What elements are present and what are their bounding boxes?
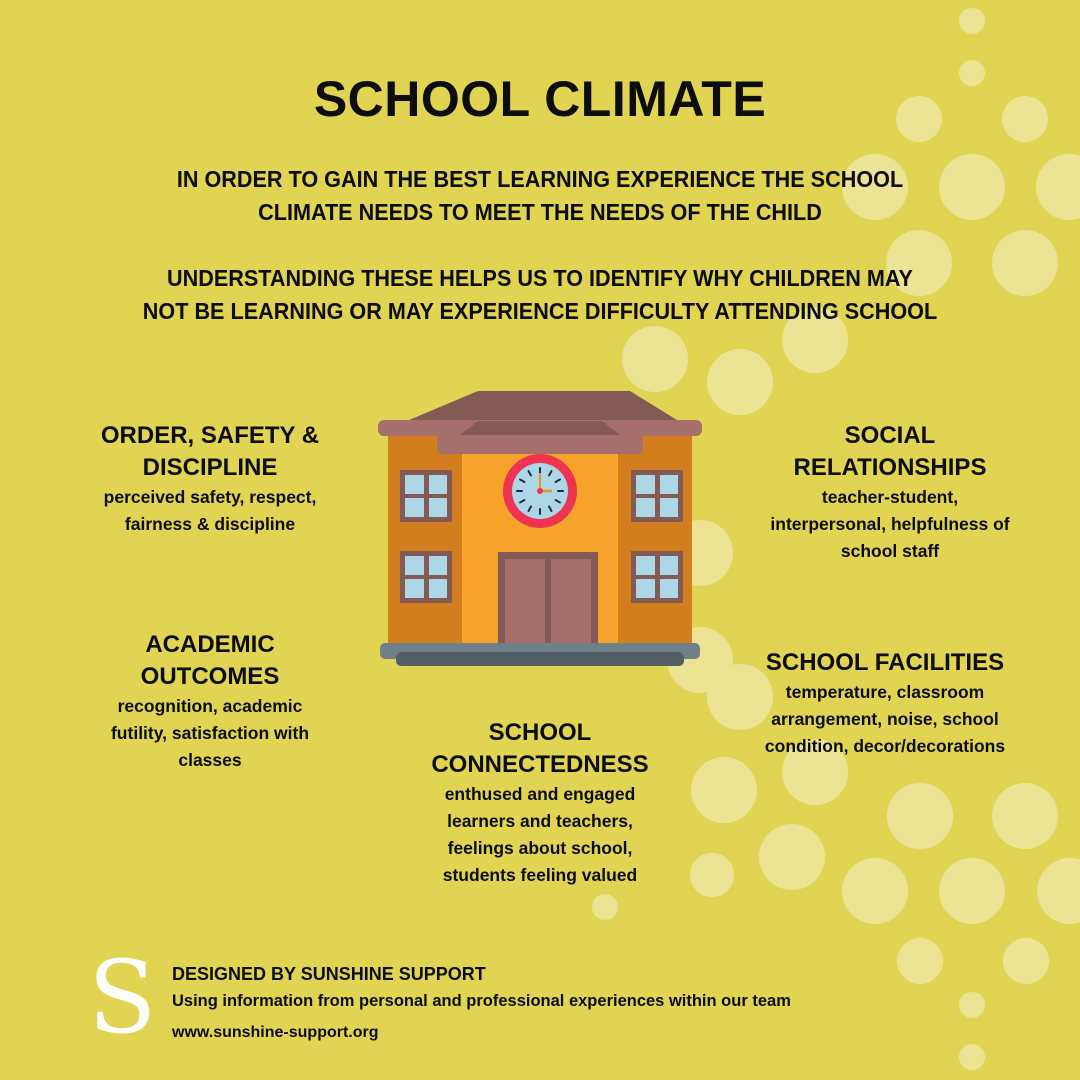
intro-line: UNDERSTANDING THESE HELPS US TO IDENTIFY WHY CHILDREN MAY <box>167 265 913 291</box>
body-line: learners and teachers, <box>447 811 633 831</box>
section-social-relationships <box>730 420 1050 565</box>
door-icon <box>498 552 598 652</box>
source-note: Using information from personal and professional experiences within our team <box>172 992 791 1010</box>
section-school-connectedness <box>400 717 680 889</box>
intro-paragraph-2 <box>43 262 1037 328</box>
section-order-safety-discipline <box>60 420 360 538</box>
footer-text <box>172 960 791 1046</box>
body-line: perceived safety, respect, <box>103 487 317 507</box>
heading-line: SCHOOL FACILITIES <box>765 649 1005 676</box>
window-icon <box>400 470 452 522</box>
section-description <box>60 484 360 538</box>
section-heading <box>60 629 360 693</box>
body-line: school staff <box>840 541 940 561</box>
body-line: arrangement, noise, school <box>771 709 999 729</box>
section-heading <box>730 420 1050 484</box>
section-school-facilities <box>735 647 1035 760</box>
dot-icon <box>992 783 1058 849</box>
dot-icon <box>690 853 734 897</box>
intro-line: IN ORDER TO GAIN THE BEST LEARNING EXPERIENCE THE SCHOOL <box>176 166 904 192</box>
section-description <box>60 693 360 774</box>
dot-icon <box>1037 858 1080 924</box>
section-academic-outcomes <box>60 629 360 774</box>
heading-line: DISCIPLINE <box>142 454 278 481</box>
heading-line: ORDER, SAFETY & <box>100 422 320 449</box>
dot-icon <box>897 938 943 984</box>
body-line: teacher-student, <box>821 487 959 507</box>
window-icon <box>631 551 683 603</box>
dot-icon <box>1003 938 1049 984</box>
designed-by-label: DESIGNED BY SUNSHINE SUPPORT <box>172 964 486 984</box>
body-line: temperature, classroom <box>785 682 985 702</box>
body-line: enthused and engaged <box>444 784 636 804</box>
section-heading <box>400 717 680 781</box>
body-line: fairness & discipline <box>124 514 296 534</box>
dot-icon <box>959 1044 985 1070</box>
section-description <box>735 679 1035 760</box>
dot-icon <box>691 757 757 823</box>
heading-line: SCHOOL <box>488 719 592 746</box>
section-heading <box>60 420 360 484</box>
intro-line: CLIMATE NEEDS TO MEET THE NEEDS OF THE CHILD <box>258 199 822 225</box>
dot-icon <box>939 858 1005 924</box>
window-icon <box>400 551 452 603</box>
section-heading <box>735 647 1035 679</box>
body-line: feelings about school, <box>447 838 633 858</box>
dot-icon <box>592 894 618 920</box>
clock-icon <box>503 454 577 528</box>
heading-line: OUTCOMES <box>140 663 280 690</box>
intro-paragraph-1 <box>43 163 1037 229</box>
section-description <box>730 484 1050 565</box>
dot-icon <box>959 8 985 34</box>
body-line: condition, decor/decorations <box>764 736 1006 756</box>
intro-line: NOT BE LEARNING OR MAY EXPERIENCE DIFFICULTY ATTENDING SCHOOL <box>142 298 938 324</box>
heading-line: RELATIONSHIPS <box>793 454 987 481</box>
website-link[interactable]: www.sunshine-support.org <box>172 1024 379 1041</box>
body-line: futility, satisfaction with <box>110 723 310 743</box>
heading-line: SOCIAL <box>844 422 936 449</box>
page-title: SCHOOL CLIMATE <box>313 71 767 127</box>
body-line: interpersonal, helpfulness of <box>770 514 1010 534</box>
body-line: classes <box>178 750 242 770</box>
dot-icon <box>842 858 908 924</box>
dot-icon <box>1036 154 1080 220</box>
heading-line: ACADEMIC <box>145 631 275 658</box>
dot-icon <box>959 992 985 1018</box>
body-line: recognition, academic <box>117 696 303 716</box>
sunshine-support-logo-icon: S <box>88 939 157 1056</box>
dot-icon <box>759 824 825 890</box>
window-icon <box>631 470 683 522</box>
section-description <box>400 781 680 889</box>
dot-icon <box>887 783 953 849</box>
school-building-icon <box>378 383 702 667</box>
dot-icon <box>707 349 773 415</box>
body-line: students feeling valued <box>442 865 638 885</box>
heading-line: CONNECTEDNESS <box>431 751 649 778</box>
